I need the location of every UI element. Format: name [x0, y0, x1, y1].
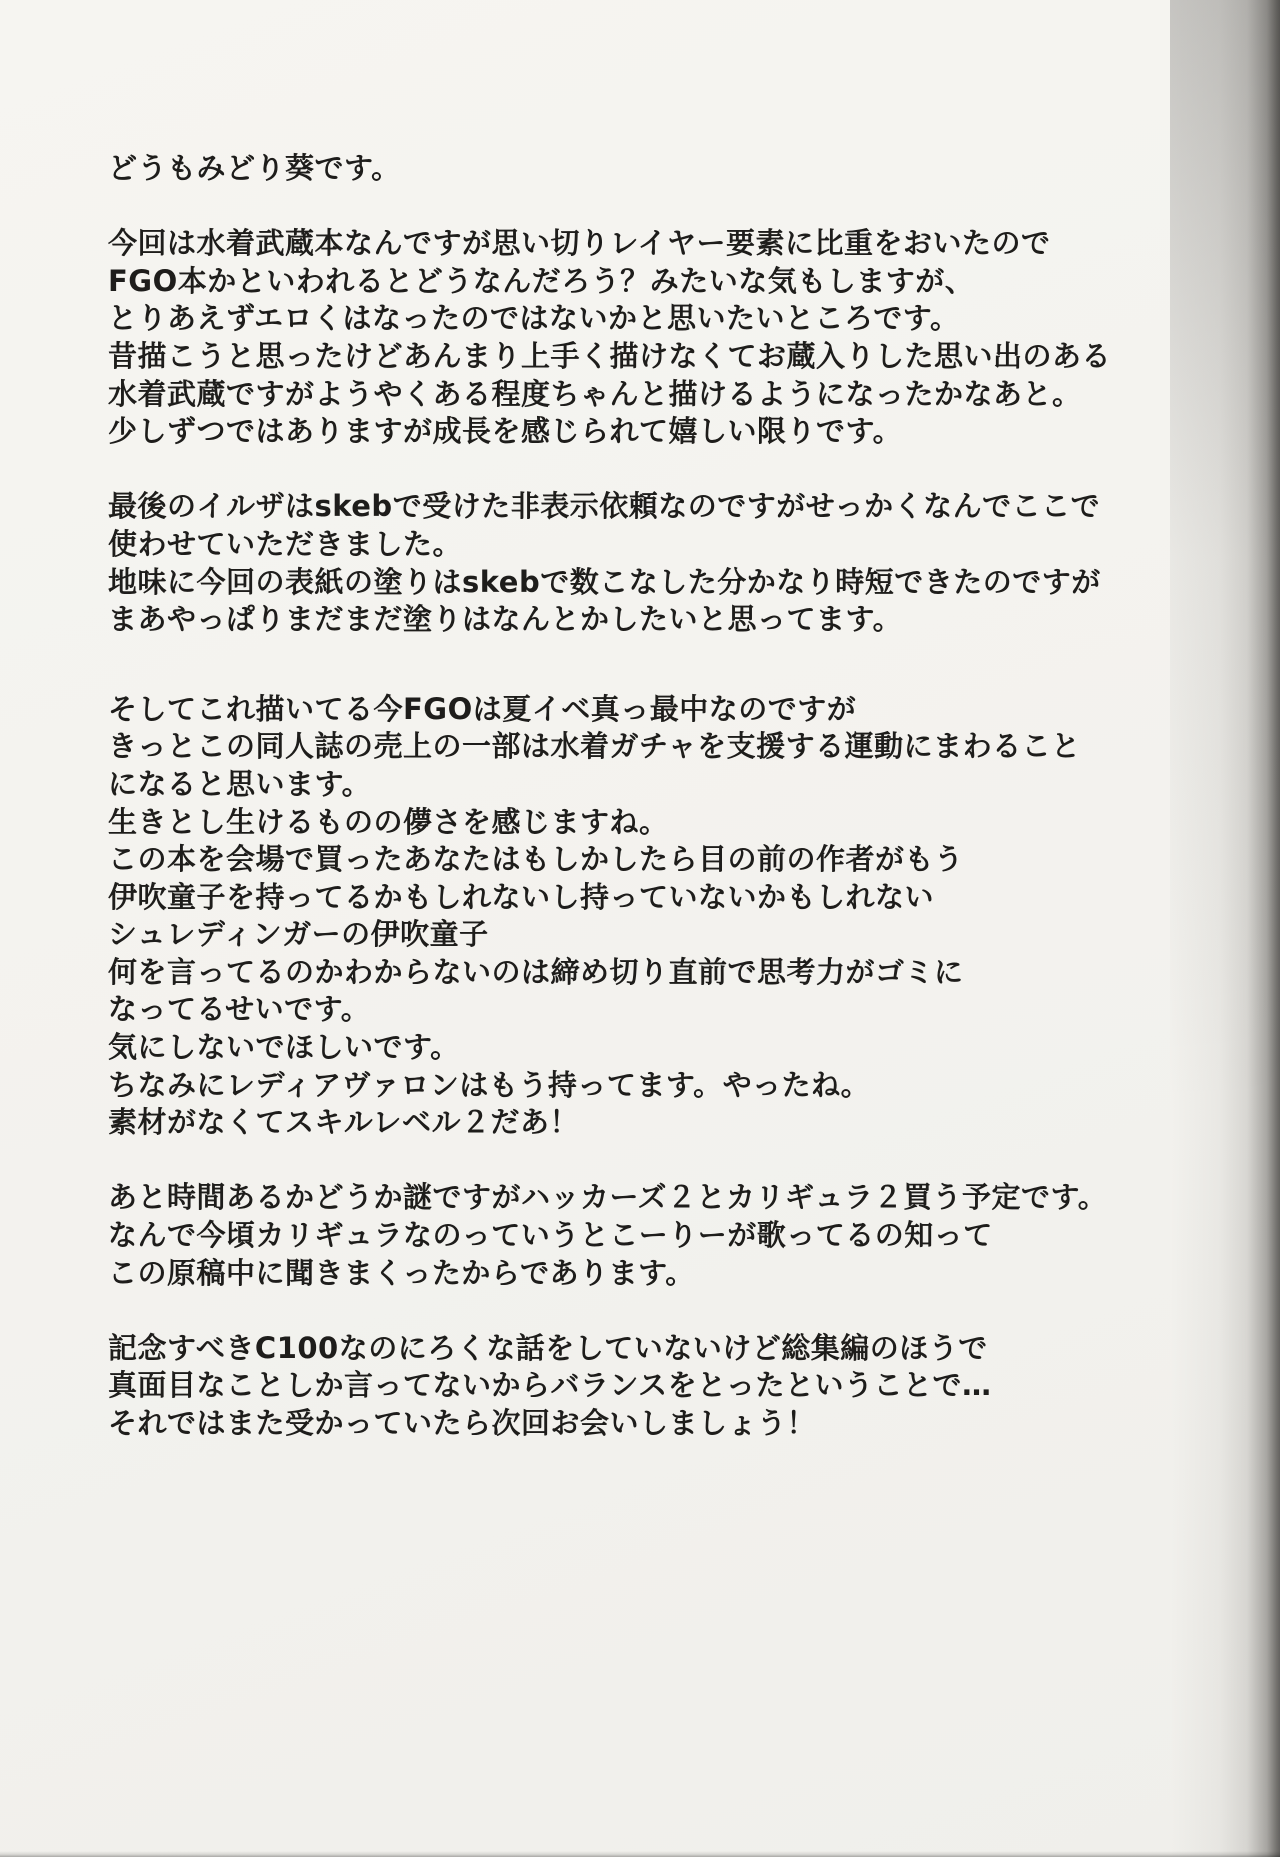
text-line: あと時間あるかどうか謎ですがハッカーズ２とカリギュラ２買う予定です。	[108, 1180, 1108, 1215]
text-line: 最後のイルザはskebで受けた非表示依頼なのですがせっかくなんでここで	[108, 489, 1101, 524]
text-line: 真面目なことしか言ってないからバランスをとったということで…	[108, 1368, 992, 1403]
text-line: 記念すべきC100なのにろくな話をしていないけど総集編のほうで	[108, 1330, 988, 1365]
paragraph-4	[108, 691, 1188, 1142]
text-line: になると思います。	[108, 766, 372, 801]
text-line: 水着武蔵ですがようやくある程度ちゃんと描けるようになったかなあと。	[108, 376, 1082, 411]
paragraph-1	[108, 150, 1188, 188]
text-line: 使わせていただきました。	[108, 526, 463, 561]
text-line: とりあえずエロくはなったのではないかと思いたいところです。	[108, 301, 960, 336]
text-line: 何を言ってるのかわからないのは締め切り直前で思考力がゴミに	[108, 954, 964, 989]
text-line: この原稿中に聞きまくったからであります。	[108, 1255, 695, 1290]
afterword-text	[108, 150, 1188, 1480]
text-line: シュレディンガーの伊吹童子	[108, 917, 489, 952]
scan-shadow-bottom	[0, 1851, 1280, 1857]
paragraph-5	[108, 1179, 1188, 1292]
text-line: 地味に今回の表紙の塗りはskebで数こなした分かなり時短できたのですが	[108, 564, 1101, 599]
text-line: 昔描こうと思ったけどあんまり上手く描けなくてお蔵入りした思い出のある	[108, 338, 1112, 373]
text-line: 少しずつではありますが成長を感じられて嬉しい限りです。	[108, 414, 903, 449]
text-line: 素材がなくてスキルレベル２だあ！	[108, 1105, 579, 1140]
text-line: まあやっぱりまだまだ塗りはなんとかしたいと思ってます。	[108, 602, 903, 637]
text-line: そしてこれ描いてる今FGOは夏イベ真っ最中なのですが	[108, 691, 857, 726]
text-line: 今回は水着武蔵本なんですが思い切りレイヤー要素に比重をおいたので	[108, 226, 1051, 261]
text-line: どうもみどり葵です。	[108, 151, 401, 185]
text-line: きっとこの同人誌の売上の一部は水着ガチャを支援する運動にまわること	[108, 729, 1081, 764]
text-line: 伊吹童子を持ってるかもしれないし持っていないかもしれない	[108, 879, 935, 914]
text-line: この本を会場で買ったあなたはもしかしたら目の前の作者がもう	[108, 842, 964, 877]
text-line: 生きとし生けるものの儚さを感じますね。	[108, 804, 669, 839]
paragraph-2	[108, 225, 1188, 451]
text-line: それではまた受かっていたら次回お会いしましょう！	[108, 1406, 817, 1440]
paragraph-3	[108, 488, 1188, 638]
paragraph-6	[108, 1330, 1188, 1443]
text-line: なってるせいです。	[108, 992, 371, 1027]
text-line: ちなみにレディアヴァロンはもう持ってます。やったね。	[108, 1067, 871, 1102]
text-line: なんで今頃カリギュラなのっていうとこーりーが歌ってるの知って	[108, 1218, 993, 1253]
text-line: FGO本かといわれるとどうなんだろう？みたいな気もしますが、	[108, 263, 975, 298]
text-line: 気にしないでほしいです。	[108, 1030, 460, 1065]
